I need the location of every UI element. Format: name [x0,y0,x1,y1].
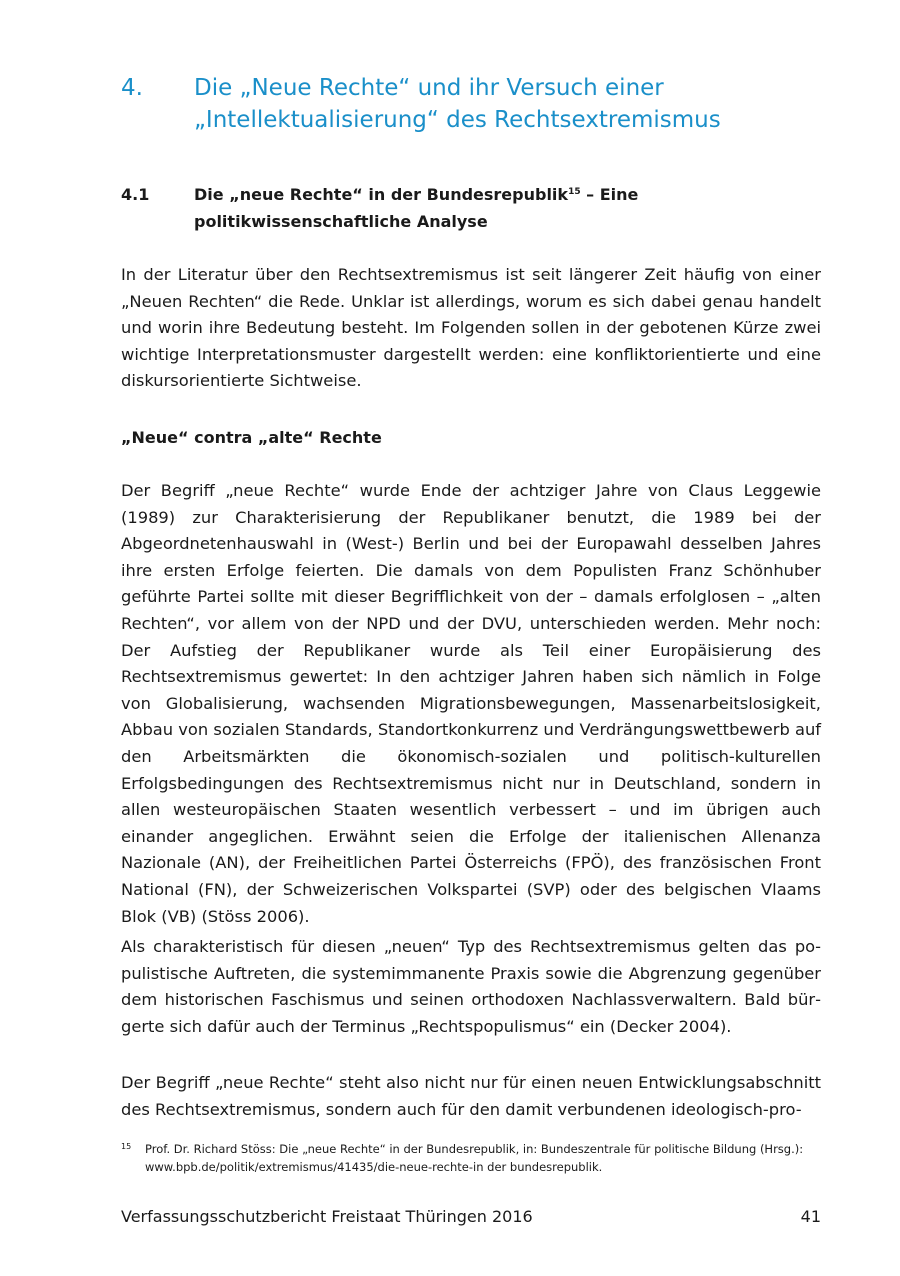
subheading: „Neue“ contra „alte“ Rechte [121,428,382,447]
chapter-title: Die „Neue Rechte“ und ihr Versuch einer „Intellektualisierung“ des Rechtsextremismus [194,75,721,133]
footnote-text: Prof. Dr. Richard Stöss: Die „neue Rechte“ in der Bundesrepublik, in: Bundeszentrale für politische Bildung (Hrsg.): www.bpb.de/politik/extremismus/41435/die-neue-rechte-in der bundesrepublik. [145,1142,804,1174]
publication-title: Verfassungsschutzbericht Freistaat Thüringen 2016 [121,1207,533,1226]
paragraph-body: Als charakteristisch für diesen „neuen“ Typ des Rechtsextremismus gelten das populistische Auftreten, die systemimmanente Praxis sowie die Abgrenzung gegenüber dem historischen Faschismus und seinen orthodoxen Nachlassverwaltern. Bald bürgerte sich dafür auch der Terminus „Rechtspopulismus“ ein (Decker 2004). [121,937,821,1036]
paragraph-body: Der Begriff „neue Rechte“ wurde Ende der achtziger Jahre von Claus Leggewie (1989) zur Charakterisierung der Republikaner benutzt, die 1989 bei der Abgeordnetenhauswahl in (West-) Berlin und bei der Europawahl desselben Jahres ihre ersten Erfolge feierten. Die damals von dem Populisten Franz Schönhuber geführte Partei sollte mit dieser Begrifflichkeit von der – damals erfolglosen – „alten Rechten“, vor allem von der NPD und der DVU, unterschieden werden. Mehr noch: Der Aufstieg der Republikaner wurde als Teil einer Europäisierung des Rechtsextremismus gewertet: In den achtziger Jahren haben sich nämlich in Folge von Globalisierung, wachsenden Migrationsbewegungen, Massenarbeitslosigkeit, Abbau von sozialen Standards, Standortkonkurrenz und Verdrängungswettbewerb auf den Arbeitsmärkten die ökonomisch-sozialen und politisch-kulturellen Erfolgsbedingungen des Rechtsextremismus nicht nur in Deutschland, sondern in allen westeuropäischen Staaten wesentlich verbessert – und im übrigen auch einander angeglichen. Erwähnt seien die Erfolge der italienischen Allenanza Nazionale (AN), der Freiheitlichen Partei Österreichs (FPÖ), des französischen Front National (FN), der Schweizerischen Volkspartei (SVP) oder des belgischen Vlaams Blok (VB) (Stöss 2006). [121,481,821,926]
footnote-number: 15 [121,1142,132,1151]
page-number: 41 [800,1207,821,1226]
footnote-reference[interactable]: 15 [568,187,581,197]
paragraph-body: Der Begriff „neue Rechte“ steht also nicht nur für einen neuen Entwicklungsabschnitt des Rechtsextremismus, sondern auch für den damit verbundenen ideologisch-pro- [121,1073,821,1119]
paragraph-intro: In der Literatur über den Rechtsextremismus ist seit längerer Zeit häufig von einer „Neuen Rechten“ die Rede. Unklar ist allerdings, worum es sich dabei genau handelt und worin ihre Bedeutung besteht. Im Folgenden sollen in der gebotenen Kürze zwei wichtige Interpretationsmuster dargestellt werden: eine konfliktorientierte und eine diskursorientierte Sichtweise. [121,265,821,391]
section-title-rest: – Eine politikwissenschaftliche Analyse [194,185,639,231]
section-number: 4.1 [121,185,150,204]
section-title-main: Die „neue Rechte“ in der Bundesrepublik [194,185,569,204]
chapter-number: 4. [121,75,143,101]
section-title [194,181,819,235]
